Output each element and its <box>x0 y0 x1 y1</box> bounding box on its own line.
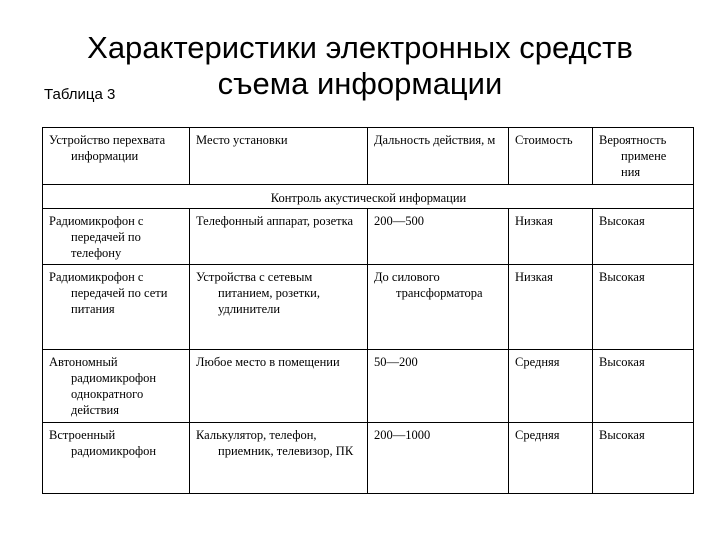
table-row <box>43 265 694 350</box>
cell-range: 50—200 <box>368 350 509 423</box>
table-row <box>43 350 694 423</box>
title-line-2: съема информации <box>217 66 503 101</box>
cell-cost: Средняя <box>509 423 593 494</box>
header-probability: Вероятность примене ния <box>593 128 694 185</box>
table-caption: Таблица 3 <box>44 86 116 103</box>
cell-range: До силового трансформатора <box>368 265 509 350</box>
cell-location: Устройства с сетевым питанием, розетки, удлинители <box>190 265 368 350</box>
cell-probability: Высокая <box>593 350 694 423</box>
table-row <box>43 209 694 265</box>
cell-range: 200—500 <box>368 209 509 265</box>
cell-cost: Средняя <box>509 350 593 423</box>
header-cost: Стоимость <box>509 128 593 185</box>
cell-probability: Высокая <box>593 265 694 350</box>
cell-location: Калькулятор, телефон, приемник, телевизор, ПК <box>190 423 368 494</box>
section-title: Контроль акустической информации <box>43 185 694 209</box>
cell-device: Радиомикрофон с передачей по сети питания <box>43 265 190 350</box>
cell-location: Телефонный аппарат, розетка <box>190 209 368 265</box>
cell-device: Встроенный радиомикрофон <box>43 423 190 494</box>
cell-device: Радиомикрофон с передачей по телефону <box>43 209 190 265</box>
header-range: Дальность действия, м <box>368 128 509 185</box>
cell-location: Любое место в помещении <box>190 350 368 423</box>
table-header-row <box>43 128 694 185</box>
cell-cost: Низкая <box>509 265 593 350</box>
cell-probability: Высокая <box>593 423 694 494</box>
cell-cost: Низкая <box>509 209 593 265</box>
table-row <box>43 423 694 494</box>
characteristics-table <box>42 127 694 494</box>
cell-device: Автономный радиомикрофон однократного действия <box>43 350 190 423</box>
title-line-1: Характеристики электронных средств <box>87 30 633 65</box>
header-device: Устройство перехвата информации <box>43 128 190 185</box>
cell-probability: Высокая <box>593 209 694 265</box>
table-section-row <box>43 185 694 209</box>
cell-range: 200—1000 <box>368 423 509 494</box>
header-location: Место установки <box>190 128 368 185</box>
page-title <box>60 30 660 102</box>
